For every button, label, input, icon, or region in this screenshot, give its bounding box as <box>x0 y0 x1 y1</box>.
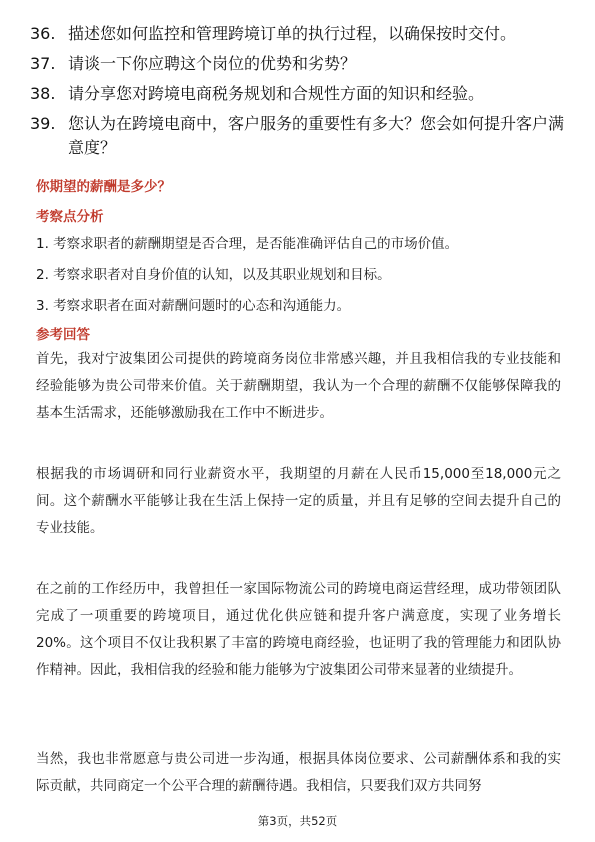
question-text: 您认为在跨境电商中，客户服务的重要性有多大？您会如何提升客户满意度？ <box>68 114 565 157</box>
question-item <box>30 22 570 46</box>
question-number: 36. <box>30 24 56 43</box>
analysis-heading: 考察点分析 <box>36 209 104 225</box>
question-number: 38. <box>30 84 56 103</box>
analysis-point: 3. 考察求职者在面对薪酬问题时的心态和沟通能力。 <box>36 298 351 314</box>
question-item <box>30 52 570 76</box>
section-heading: 你期望的薪酬是多少？ <box>36 179 171 195</box>
question-text: 描述您如何监控和管理跨境订单的执行过程，以确保按时交付。 <box>68 24 517 43</box>
analysis-point: 1. 考察求职者的薪酬期望是否合理，是否能准确评估自己的市场价值。 <box>36 236 459 252</box>
question-number: 37. <box>30 54 56 73</box>
answer-paragraph: 根据我的市场调研和同行业薪资水平，我期望的月薪在人民币15,000至18,000元之间。这个薪酬水平能够让我在生活上保持一定的质量，并且有足够的空间去提升自己的专业技能。 <box>36 466 561 536</box>
question-text: 请分享您对跨境电商税务规划和合规性方面的知识和经验。 <box>68 84 485 103</box>
answer-paragraph: 当然，我也非常愿意与贵公司进一步沟通，根据具体岗位要求、公司薪酬体系和我的实际贡献，共同商定一个公平合理的薪酬待遇。我相信，只要我们双方共同努 <box>36 751 561 794</box>
answer-paragraph: 首先，我对宁波集团公司提供的跨境商务岗位非常感兴趣，并且我相信我的专业技能和经验能够为贵公司带来价值。关于薪酬期望，我认为一个合理的薪酬不仅能够保障我的基本生活需求，还能够激励我在工作中不断进步。 <box>36 351 561 421</box>
analysis-point: 2. 考察求职者对自身价值的认知，以及其职业规划和目标。 <box>36 267 391 283</box>
question-text: 请谈一下你应聘这个岗位的优势和劣势？ <box>68 54 357 73</box>
question-item <box>30 82 570 106</box>
page-number: 第3页，共52页 <box>257 814 338 828</box>
question-item <box>30 112 570 160</box>
analysis-points <box>36 234 566 327</box>
question-number: 39. <box>30 114 56 133</box>
answer-heading: 参考回答 <box>36 327 90 343</box>
question-list <box>30 22 570 166</box>
answer-paragraph: 在之前的工作经历中，我曾担任一家国际物流公司的跨境电商运营经理，成功带领团队完成了一项重要的跨境项目，通过优化供应链和提升客户满意度，实现了业务增长20%。这个项目不仅让我积累了丰富的跨境电商经验，也证明了我的管理能力和团队协作精神。因此，我相信我的经验和能力能够为宁波集团公司带来显著的业绩提升。 <box>36 581 561 678</box>
